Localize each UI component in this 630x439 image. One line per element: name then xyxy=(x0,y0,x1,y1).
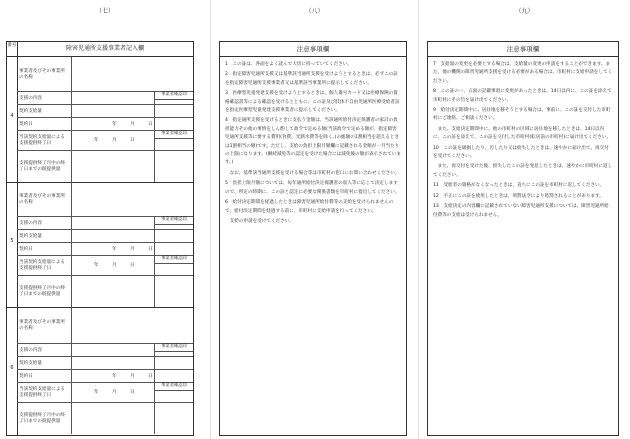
end-date-row xyxy=(17,382,193,403)
business-name-field[interactable] xyxy=(72,307,155,343)
stamp-header: 事業者確認印 xyxy=(154,130,193,150)
note-item: 4 指定通所支援を受けるときに支払う金額は、当該通所給付決定保護者の家計の負担能力その他の事情をしん酌して政令で定める額(当該政令で定める額が、指定障害児通所支援等に要する費用(食費、光熱水費等を除く。)の総額の1割相当を超えるときは1割相当の額)です。ただし、支給の負担上限月額欄に記載される金額が一月当たりの上限になります。(継続減免等の認定を受けた場合には減免後の額が表示されています。) xyxy=(225,118,401,166)
entry-block xyxy=(7,57,193,183)
remaining-field[interactable] xyxy=(72,150,155,182)
label: 契約支給量 xyxy=(17,229,72,242)
stamp-cell[interactable] xyxy=(154,229,193,242)
remaining-field[interactable] xyxy=(72,402,155,434)
note-item: 6 給付決定期間を経過したときは障害児通所給付費等の支給を受けられませんので、給付決定期間を経過する前に、市町村に支給申請を行ってください。 xyxy=(225,200,394,214)
end-date-row xyxy=(17,130,193,151)
note-item: 12 不正にこの証を使用したときは、刑罰法令により処罰されることがあります。 xyxy=(433,193,604,199)
note-item: また、支給決定期間中に、他の市町村の区域に居住地を移したときは、14日以内に、この証を添えて、この証を交付した市町村(転居前の市町村)に届け出てください。 xyxy=(433,126,612,141)
label: 支援の内容 xyxy=(17,343,72,356)
note-item: 7 支給量の変更を必要とする場合は、支給量の変更の申請をすることができます。また、他の機関の障害児通所支援を受ける必要がある場合は、市町村に支給申請をしてください。 xyxy=(433,62,613,84)
label: 支援の内容 xyxy=(17,216,72,229)
label: 契約支給量 xyxy=(17,356,72,369)
notes-body xyxy=(428,57,618,226)
label: 支援の内容 xyxy=(17,91,72,104)
label: 当該契約支給量による支援提供終了日 xyxy=(17,130,72,150)
stamp-cell[interactable] xyxy=(154,402,193,434)
entry-block xyxy=(7,182,193,308)
stamp-header: 事業者確認印 xyxy=(154,91,193,104)
business-name-row xyxy=(17,182,193,217)
page-left xyxy=(0,0,210,439)
stamp-cell[interactable] xyxy=(154,104,193,117)
stamp-header: 事業者確認印 xyxy=(154,343,193,356)
contract-amount-row xyxy=(17,104,193,118)
form-title: 障害児通所支援事業者記入欄 xyxy=(17,42,193,57)
stamp-cell[interactable] xyxy=(154,275,193,307)
page-number: （九） xyxy=(515,8,534,15)
provider-entry-table xyxy=(6,41,194,436)
stamp-header: 事業者確認印 xyxy=(154,255,193,275)
end-date-row xyxy=(17,255,193,276)
label: 当該契約支給量による支援提供終了日 xyxy=(17,255,72,275)
business-name-row xyxy=(17,57,193,92)
note-item: また、再交付を受けた後、紛失したこの証を発見したときは、速やかに市町村に返してください。 xyxy=(433,164,613,178)
note-item: 5 負担上限月額については、毎年通所給付決定保護者の収入等に応じて決定しますので、所定の時期に、この証と認定に必要な関係書類を市町村に提出してください。 xyxy=(225,181,400,195)
contract-date-row xyxy=(17,117,193,131)
label: 支援提供終了月中の終了日までの既提供量 xyxy=(17,275,72,307)
notes-panel xyxy=(219,41,407,436)
label: 契約日 xyxy=(17,369,72,382)
remaining-row xyxy=(17,150,193,182)
remaining-row xyxy=(17,275,193,307)
stamp-cell[interactable] xyxy=(154,356,193,369)
label: 支援提供終了月中の終了日までの既提供量 xyxy=(17,150,72,182)
stamp-header: 事業者確認印 xyxy=(154,382,193,402)
contract-date-field[interactable]: 年 月 日 xyxy=(112,121,153,127)
note-item: 11 受給者の資格がなくなったときは、直ちにこの証を市町村に返してください。 xyxy=(433,183,605,189)
label: 契約日 xyxy=(17,242,72,255)
support-content-row xyxy=(17,343,193,357)
support-content-row xyxy=(17,91,193,105)
remaining-field[interactable] xyxy=(72,275,155,307)
label: 事業者及びその事業所の名称 xyxy=(17,57,72,91)
note-item: 支給の申請を受けてください。 xyxy=(225,218,294,224)
note-item: 13 支給決定の内容欄に記載されていない障害児通所支援については、障害児通所給付費等の支給は受けられません。 xyxy=(433,204,609,218)
support-content-row xyxy=(17,216,193,230)
note-item: 10 この証を破損したり、汚したり又は紛失したときは、速やかに届け出て、再交付を受けてください。 xyxy=(433,145,609,160)
contract-amount-row xyxy=(17,229,193,243)
stamp-cell[interactable] xyxy=(154,117,193,130)
notes-title: 注意事項欄 xyxy=(220,42,406,57)
note-item: 2 指定障害児通所支援又は基準該当通所支援を受けようとするときは、必ずこの証を指定障害児通所支援事業者又は基準該当事業所に提示してください。 xyxy=(225,72,398,86)
label: 当該契約支給量による支援提供終了日 xyxy=(17,382,72,402)
block-number: 4 xyxy=(10,113,14,119)
end-date-field[interactable]: 年 月 日 xyxy=(94,263,135,268)
business-name-field[interactable] xyxy=(72,182,155,216)
contract-date-row xyxy=(17,242,193,256)
page-number: （八） xyxy=(305,8,324,15)
business-name-row xyxy=(17,307,193,344)
label: 契約日 xyxy=(17,117,72,130)
stamp-cell[interactable] xyxy=(154,369,193,382)
end-date-field[interactable]: 年 月 日 xyxy=(94,390,135,395)
end-date-field[interactable]: 年 月 日 xyxy=(94,138,135,143)
page-middle xyxy=(211,0,418,439)
note-item: 8 この証の一、五面の記載事項に変更があったときは、14日以内に、この証を添えて市町村にその旨を届け出てください。 xyxy=(433,89,612,103)
contract-amount-row xyxy=(17,356,193,370)
stamp-cell[interactable] xyxy=(154,150,193,182)
label: 事業者及びその事業所の名称 xyxy=(17,307,72,343)
notes-title: 注意事項欄 xyxy=(428,42,618,57)
label: 事業者及びその事業所の名称 xyxy=(17,182,72,216)
stamp-header: 事業者確認印 xyxy=(154,216,193,229)
block-number: 6 xyxy=(10,365,14,371)
block-number: 5 xyxy=(10,238,14,244)
stamp-cell[interactable] xyxy=(154,242,193,255)
remaining-row xyxy=(17,402,193,434)
page-right xyxy=(419,0,630,439)
note-item: なお、基準該当通所支援を受ける場合等は市町村の窓口にお問い合わせください。 xyxy=(225,170,400,176)
page-number: （七） xyxy=(95,8,114,15)
note-item: 1 この証は、各面をよく読んで大切に持っていてください。 xyxy=(225,62,352,67)
contract-date-row xyxy=(17,369,193,383)
notes-panel xyxy=(427,41,619,436)
label: 契約支給量 xyxy=(17,104,72,117)
index-header: 番号 xyxy=(7,42,17,57)
label: 支援提供終了月中の終了日までの既提供量 xyxy=(17,402,72,434)
contract-date-field[interactable]: 年 月 日 xyxy=(112,246,153,252)
business-name-field[interactable] xyxy=(72,57,155,91)
notes-body xyxy=(220,57,406,232)
contract-date-field[interactable]: 年 月 日 xyxy=(112,373,153,379)
note-item: 3 医療型児童発達支援を受けようとするときは、個人番号カード又は医療保険の資格確認書等による確認を受けるとともに、この証及び肢体不自由児通所医療受給者証を指定医療型児童発達支援事業者に提示してください。 xyxy=(225,91,400,114)
note-item: 9 給付決定期間中に、居住地を移そうとする場合は、事前に、この証を交付した市町村にご連絡、ご相談ください。 xyxy=(433,108,611,122)
entry-block xyxy=(7,307,193,434)
